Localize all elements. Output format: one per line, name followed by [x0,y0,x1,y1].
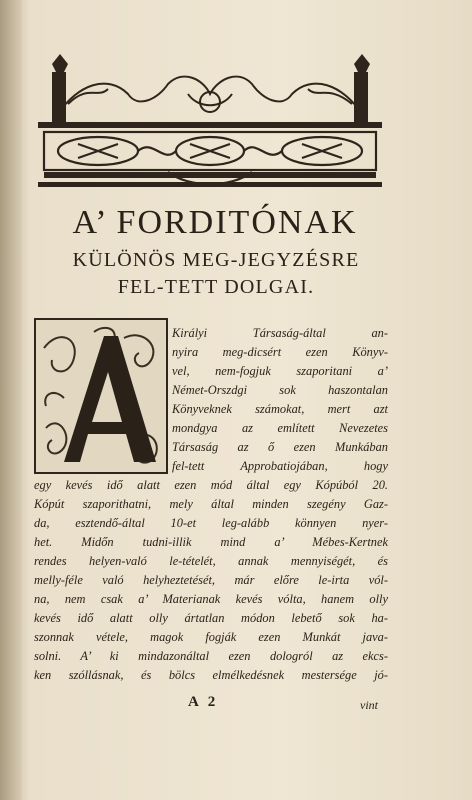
body-line: kevés idő alatt olly ártatlan módon lebető sok ha- [34,611,388,625]
title-line-3: FEL-TETT DOLGAI. [117,276,315,298]
body-line: ken szóllásnak, és bölcs elmélkedésnek mestersége jó- [34,668,388,682]
body-line: rendes helyen-való le-tételét, annak mennyiségét, és [34,554,388,568]
body-line: het. Midőn tudni-illik mind a’ Mébes-Kertnek [34,535,388,549]
title-line-2: KÜLÖNÖS MEG-JEGYZÉSRE [72,249,360,271]
headpiece-ornament [38,54,382,194]
body-line: egy kevés idő alatt ezen mód által egy Kópúból 20. [34,478,388,492]
body-line: Német-Orszdgi sok haszontalan [172,383,388,397]
body-line: Társaság az ő ezen Munkában [172,440,388,454]
body-line: vel, nem-fogjuk szaporitani a’ [172,364,388,378]
body-line: solni. A’ ki mindazonáltal ezen dologról az ekcs- [34,649,388,663]
body-line: Könyveknek számokat, mert azt [172,402,388,416]
drop-cap-initial [34,318,168,474]
body-line: mondgya az említett Nevezetes [172,421,388,435]
body-line: na, nem csak a’ Materianak kevés vólta, hanem olly [34,592,388,606]
body-line: nyira meg-dicsért ezen Könyv- [172,345,388,359]
body-line: Kópút szaporithatni, mely által minden szegény Gaz- [34,497,388,511]
body-line: da, esztendő-által 10-et leg-alább könnyen nyer- [34,516,388,530]
body-line: szonnak vétele, magok fogják ezen Munkát java- [34,630,388,644]
catchword: vint [360,698,378,712]
title-line-1: A’ FORDITÓNAK [72,204,358,241]
page-gutter [0,0,22,800]
body-line: melly-féle való helyheztetését, már előre le-irta vól- [34,573,388,587]
signature-mark: A 2 [188,694,219,710]
body-line: Királyi Társaság-által an- [172,326,388,340]
body-line: fel-tett Approbatiojában, hogy [172,459,388,473]
